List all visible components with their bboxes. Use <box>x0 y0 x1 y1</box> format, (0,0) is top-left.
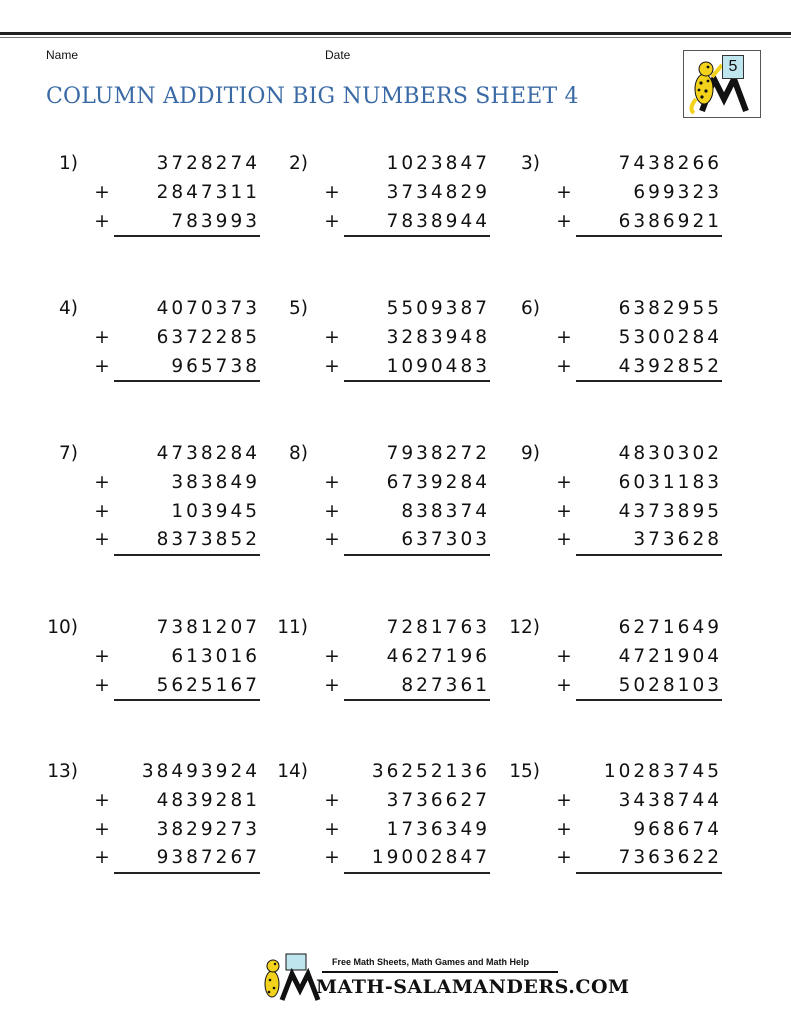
problem-5 <box>268 295 498 381</box>
problem-row <box>500 469 730 498</box>
operand: 968674 <box>633 818 722 840</box>
problem-row <box>500 643 730 672</box>
answer-line <box>344 699 490 701</box>
plus-sign: + <box>324 181 340 203</box>
problem-number: 3) <box>521 153 540 174</box>
plus-sign: + <box>556 847 572 869</box>
problem-row <box>268 324 498 353</box>
operand: 103945 <box>171 500 260 522</box>
plus-sign: + <box>94 181 110 203</box>
problem-10 <box>38 614 268 700</box>
operand: 6372285 <box>156 326 260 348</box>
problem-number: 9) <box>521 443 540 464</box>
operand: 965738 <box>171 355 260 377</box>
plus-sign: + <box>94 210 110 232</box>
plus-sign: + <box>94 645 110 667</box>
problem-number: 14) <box>277 761 308 782</box>
plus-sign: + <box>94 326 110 348</box>
problem-number: 6) <box>521 298 540 319</box>
plus-sign: + <box>94 529 110 551</box>
plus-sign: + <box>94 355 110 377</box>
problem-row <box>38 440 268 469</box>
operand: 1736349 <box>386 818 490 840</box>
answer-line <box>114 380 260 382</box>
problem-row <box>268 758 498 787</box>
operand: 383849 <box>171 471 260 493</box>
problem-row <box>268 353 498 382</box>
operand: 8373852 <box>156 529 260 551</box>
problem-row <box>500 440 730 469</box>
problem-number: 15) <box>509 761 540 782</box>
plus-sign: + <box>324 355 340 377</box>
problem-row <box>38 787 268 816</box>
problem-row <box>38 844 268 873</box>
plus-sign: + <box>556 674 572 696</box>
problem-row <box>500 150 730 179</box>
plus-sign: + <box>94 500 110 522</box>
problem-row <box>38 150 268 179</box>
operand: 19002847 <box>371 847 490 869</box>
operand: 4738284 <box>156 443 260 464</box>
problem-row <box>38 526 268 555</box>
operand: 36252136 <box>371 761 490 782</box>
problem-row <box>268 787 498 816</box>
problem-row <box>500 816 730 845</box>
problem-row <box>500 498 730 527</box>
operand: 699323 <box>633 181 722 203</box>
plus-sign: + <box>556 529 572 551</box>
operand: 6271649 <box>618 617 722 638</box>
problem-row <box>268 672 498 701</box>
plus-sign: + <box>94 789 110 811</box>
plus-sign: + <box>556 355 572 377</box>
operand: 6031183 <box>618 471 722 493</box>
problem-12 <box>500 614 730 700</box>
plus-sign: + <box>324 847 340 869</box>
problem-7 <box>38 440 268 555</box>
operand: 3734829 <box>386 181 490 203</box>
problem-row <box>38 353 268 382</box>
problem-2 <box>268 150 498 236</box>
problem-1 <box>38 150 268 236</box>
operand: 4830302 <box>618 443 722 464</box>
problem-row <box>500 614 730 643</box>
operand: 1023847 <box>386 153 490 174</box>
problem-15 <box>500 758 730 873</box>
operand: 4070373 <box>156 298 260 319</box>
operand: 783993 <box>171 210 260 232</box>
grade-badge: 5 <box>722 55 744 79</box>
problem-number: 5) <box>289 298 308 319</box>
plus-sign: + <box>324 500 340 522</box>
plus-sign: + <box>94 818 110 840</box>
answer-line <box>114 554 260 556</box>
problem-row <box>38 614 268 643</box>
answer-line <box>576 380 722 382</box>
plus-sign: + <box>556 500 572 522</box>
plus-sign: + <box>556 181 572 203</box>
operand: 6382955 <box>618 298 722 319</box>
plus-sign: + <box>556 645 572 667</box>
problem-number: 13) <box>47 761 78 782</box>
problem-8 <box>268 440 498 555</box>
problem-number: 4) <box>59 298 78 319</box>
problem-row <box>500 179 730 208</box>
problem-3 <box>500 150 730 236</box>
operand: 7363622 <box>618 847 722 869</box>
operand: 373628 <box>633 529 722 551</box>
plus-sign: + <box>324 818 340 840</box>
plus-sign: + <box>324 645 340 667</box>
operand: 4392852 <box>618 355 722 377</box>
answer-line <box>576 872 722 874</box>
problem-row <box>38 758 268 787</box>
operand: 6739284 <box>386 471 490 493</box>
problem-row <box>268 498 498 527</box>
problem-4 <box>38 295 268 381</box>
problem-row <box>268 469 498 498</box>
problem-11 <box>268 614 498 700</box>
problem-number: 1) <box>59 153 78 174</box>
footer-tagline: Free Math Sheets, Math Games and Math Help <box>332 957 530 967</box>
operand: 3283948 <box>386 326 490 348</box>
problem-row <box>38 643 268 672</box>
problem-row <box>38 295 268 324</box>
problem-row <box>268 208 498 237</box>
problem-row <box>38 469 268 498</box>
problem-number: 11) <box>277 617 308 638</box>
problem-row <box>38 816 268 845</box>
plus-sign: + <box>324 326 340 348</box>
plus-sign: + <box>94 674 110 696</box>
problem-row <box>500 758 730 787</box>
problem-row <box>38 179 268 208</box>
plus-sign: + <box>556 818 572 840</box>
answer-line <box>344 554 490 556</box>
operand: 637303 <box>401 529 490 551</box>
problem-row <box>268 295 498 324</box>
answer-line <box>114 235 260 237</box>
problem-row <box>38 498 268 527</box>
top-rule-thin <box>0 37 791 38</box>
problem-row <box>38 208 268 237</box>
operand: 5509387 <box>386 298 490 319</box>
operand: 3829273 <box>156 818 260 840</box>
answer-line <box>576 699 722 701</box>
operand: 827361 <box>401 674 490 696</box>
problem-14 <box>268 758 498 873</box>
footer <box>258 950 630 1002</box>
plus-sign: + <box>324 674 340 696</box>
problem-number: 7) <box>59 443 78 464</box>
plus-sign: + <box>94 847 110 869</box>
operand: 4721904 <box>618 645 722 667</box>
answer-line <box>344 235 490 237</box>
operand: 7438266 <box>618 153 722 174</box>
operand: 7381207 <box>156 617 260 638</box>
operand: 9387267 <box>156 847 260 869</box>
plus-sign: + <box>556 789 572 811</box>
problem-number: 10) <box>47 617 78 638</box>
plus-sign: + <box>94 471 110 493</box>
problem-row <box>268 179 498 208</box>
answer-line <box>114 872 260 874</box>
problem-13 <box>38 758 268 873</box>
plus-sign: + <box>324 529 340 551</box>
name-label: Name <box>46 48 79 62</box>
problem-row <box>500 672 730 701</box>
operand: 5625167 <box>156 674 260 696</box>
answer-line <box>344 872 490 874</box>
problem-row <box>268 526 498 555</box>
problem-row <box>500 526 730 555</box>
problem-number: 2) <box>289 153 308 174</box>
footer-site-name: MATH-SALAMANDERS.COM <box>316 976 630 998</box>
problem-row <box>500 324 730 353</box>
operand: 10283745 <box>603 761 722 782</box>
plus-sign: + <box>556 471 572 493</box>
operand: 5300284 <box>618 326 722 348</box>
problem-row <box>38 672 268 701</box>
problem-number: 12) <box>509 617 540 638</box>
page-title: COLUMN ADDITION BIG NUMBERS SHEET 4 <box>46 84 579 109</box>
operand: 4373895 <box>618 500 722 522</box>
operand: 3438744 <box>618 789 722 811</box>
problem-row <box>268 440 498 469</box>
problem-6 <box>500 295 730 381</box>
operand: 838374 <box>401 500 490 522</box>
problem-row <box>268 614 498 643</box>
top-rule <box>0 32 791 35</box>
problem-9 <box>500 440 730 555</box>
operand: 5028103 <box>618 674 722 696</box>
plus-sign: + <box>556 210 572 232</box>
salamander-logo <box>683 50 761 118</box>
problem-row <box>500 787 730 816</box>
plus-sign: + <box>324 210 340 232</box>
operand: 38493924 <box>141 761 260 782</box>
date-label: Date <box>325 48 351 62</box>
footer-rule <box>322 971 558 973</box>
operand: 1090483 <box>386 355 490 377</box>
answer-line <box>576 554 722 556</box>
plus-sign: + <box>324 789 340 811</box>
operand: 613016 <box>171 645 260 667</box>
problem-row <box>268 816 498 845</box>
operand: 4627196 <box>386 645 490 667</box>
answer-line <box>576 235 722 237</box>
operand: 4839281 <box>156 789 260 811</box>
problem-row <box>500 353 730 382</box>
problem-row <box>500 844 730 873</box>
operand: 7938272 <box>386 443 490 464</box>
problem-row <box>268 643 498 672</box>
plus-sign: + <box>324 471 340 493</box>
plus-sign: + <box>556 326 572 348</box>
operand: 3728274 <box>156 153 260 174</box>
problem-row <box>500 295 730 324</box>
answer-line <box>344 380 490 382</box>
operand: 3736627 <box>386 789 490 811</box>
problem-row <box>268 844 498 873</box>
operand: 2847311 <box>156 181 260 203</box>
operand: 6386921 <box>618 210 722 232</box>
answer-line <box>114 699 260 701</box>
problem-row <box>500 208 730 237</box>
operand: 7281763 <box>386 617 490 638</box>
problem-number: 8) <box>289 443 308 464</box>
problem-row <box>268 150 498 179</box>
operand: 7838944 <box>386 210 490 232</box>
problem-row <box>38 324 268 353</box>
